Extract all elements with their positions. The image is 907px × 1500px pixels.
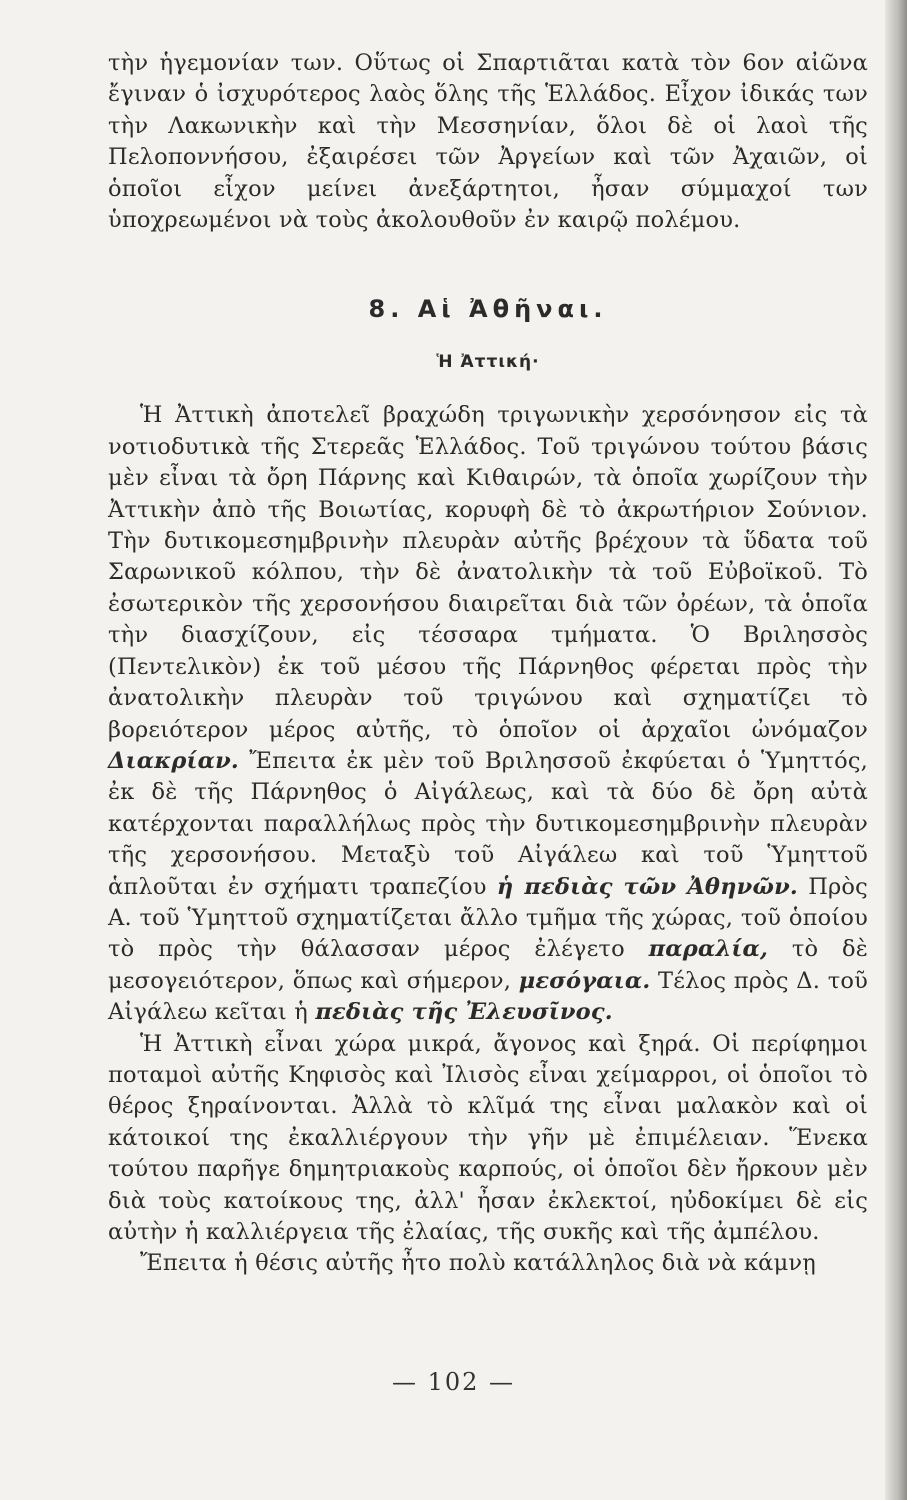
page-number: — 102 — [391, 1368, 516, 1396]
paragraph-attica-geography [108, 400, 868, 1028]
emphasis-mesogaia: μεσόγαια. [518, 967, 651, 994]
emphasis-diakria: Διακρίαν. [108, 747, 239, 774]
paragraph-continuation: τὴν ἡγεμονίαν των. Οὕτως οἱ Σπαρτιᾶται κατὰ τὸν 6ον αἰῶνα ἔγιναν ὁ ἰσχυρότερος λαὸς ὅλης τῆς Ἑλλάδος. Εἶχον ἰδικάς των τὴν Λακωνικὴν καὶ τὴν Μεσσηνίαν, ὅλοι δὲ οἱ λαοὶ τῆς Πελοποννήσου, ἐξαιρέσει τῶν Ἀργείων καὶ τῶν Ἀχαιῶν, οἱ ὁποῖοι εἶχον μείνει ἀνεξάρτητοι, ἦσαν σύμμαχοί των ὑποχρεωμένοι νὰ τοὺς ἀκολουθοῦν ἐν καιρῷ πολέμου. [108, 50, 868, 234]
text-run: Πρὸς Α. τοῦ Ὑμηττοῦ σχηματίζεται ἄλλο τμῆμα τῆς χώρας, τοῦ ὁποίου τὸ πρὸς τὴν θάλασσαν μέρος ἐλέγετο [108, 873, 868, 963]
section-title: 8. Αἱ Ἀθῆναι. [368, 295, 608, 324]
paragraph-attica-climate: Ἡ Ἀττικὴ εἶναι χώρα μικρά, ἄγονος καὶ ξηρά. Οἱ περίφημοι ποταμοὶ αὐτῆς Κηφισὸς καὶ Ἰλισὸς εἶναι χείμαρροι, οἱ ὁποῖοι τὸ θέρος ξηραίνονται. Ἀλλὰ τὸ κλῖμά της εἶναι μαλακὸν καὶ οἱ κάτοικοί της ἐκαλλιέργουν τὴν γῆν μὲ ἐπιμέλειαν. Ἕνεκα τούτου παρῆγε δημητριακοὺς καρπούς, οἱ ὁποῖοι δὲν ἤρκουν μὲν διὰ τοὺς κατοίκους της, ἀλλ' ἦσαν ἐκλεκτοί, ηὐδοκίμει δὲ εἰς αὐτὴν ἡ καλλιέργεια τῆς ἐλαίας, τῆς συκῆς καὶ τῆς ἀμπέλου. [108, 1030, 868, 1245]
emphasis-eleusis-plain: πεδιὰς τῆς Ἐλευσῖνος. [315, 999, 613, 1026]
book-page [108, 48, 868, 1280]
text-run: Ἡ Ἀττικὴ ἀποτελεῖ βραχώδη τριγωνικὴν χερσόνησον εἰς τὰ νοτιοδυτικὰ τῆς Στερεᾶς Ἑλλάδος. Τοῦ τριγώνου τούτου βάσις μὲν εἶναι τὰ ὄρη Πάρνης καὶ Κιθαιρών, τὰ ὁποῖα χωρίζουν τὴν Ἀττικὴν ἀπὸ τῆς Βοιωτίας, κορυφὴ δὲ τὸ ἀκρωτήριον Σούνιον. Τὴν δυτικομεσημβρινὴν πλευρὰν αὐτῆς βρέχουν τὰ ὕδατα τοῦ Σαρωνικοῦ κόλπου, τὴν δὲ ἀνατολικὴν τὰ τοῦ Εὐβοϊκοῦ. Τὸ ἐσωτερικὸν τῆς χερσονήσου διαιρεῖται διὰ τῶν ὀρέων, τὰ ὁποῖα τὴν διασχίζουν, εἰς τέσσαρα τμήματα. Ὁ Βριλησσὸς (Πεντελικὸν) ἐκ τοῦ μέσου τῆς Πάρνηθος φέρεται πρὸς τὴν ἀνατολικὴν πλευρὰν τοῦ τριγώνου καὶ σχηματίζει τὸ βορειότερον μέρος αὐτῆς, τὸ ὁποῖον οἱ ἀρχαῖοι ὠνόμαζον [108, 402, 868, 743]
subsection-title: Ἡ Ἀττική· [436, 352, 540, 373]
paragraph-attica-position: Ἔπειτα ἡ θέσις αὐτῆς ἦτο πολὺ κατάλληλος διὰ νὰ κάμνῃ [140, 1250, 816, 1277]
emphasis-paralia: παραλία, [648, 936, 769, 963]
text-run: Ἔπειτα ἐκ μὲν τοῦ Βριλησσοῦ ἐκφύεται ὁ Ὑμηττός, ἐκ δὲ τῆς Πάρνηθος ὁ Αἰγάλεως, καὶ τὰ δύο δὲ ὄρη αὐτὰ κατέρχονται παραλλήλως πρὸς τὴν δυτικομεσημβρινὴν πλευρὰν τῆς χερσονήσου. Μεταξὺ τοῦ Αἰγάλεω καὶ τοῦ Ὑμηττοῦ ἁπλοῦται ἐν σχήματι τραπεζίου [108, 747, 868, 900]
page-edge-shadow [885, 0, 907, 1500]
emphasis-athens-plain: ἡ πεδιὰς τῶν Ἀθηνῶν. [496, 873, 798, 900]
body-text [108, 48, 868, 1280]
text-run: τὸ δὲ μεσογειότερον, ὅπως καὶ σήμερον, [108, 936, 868, 994]
text-run: Τέλος πρὸς Δ. τοῦ Αἰγάλεω κεῖται ἡ [108, 967, 868, 1026]
